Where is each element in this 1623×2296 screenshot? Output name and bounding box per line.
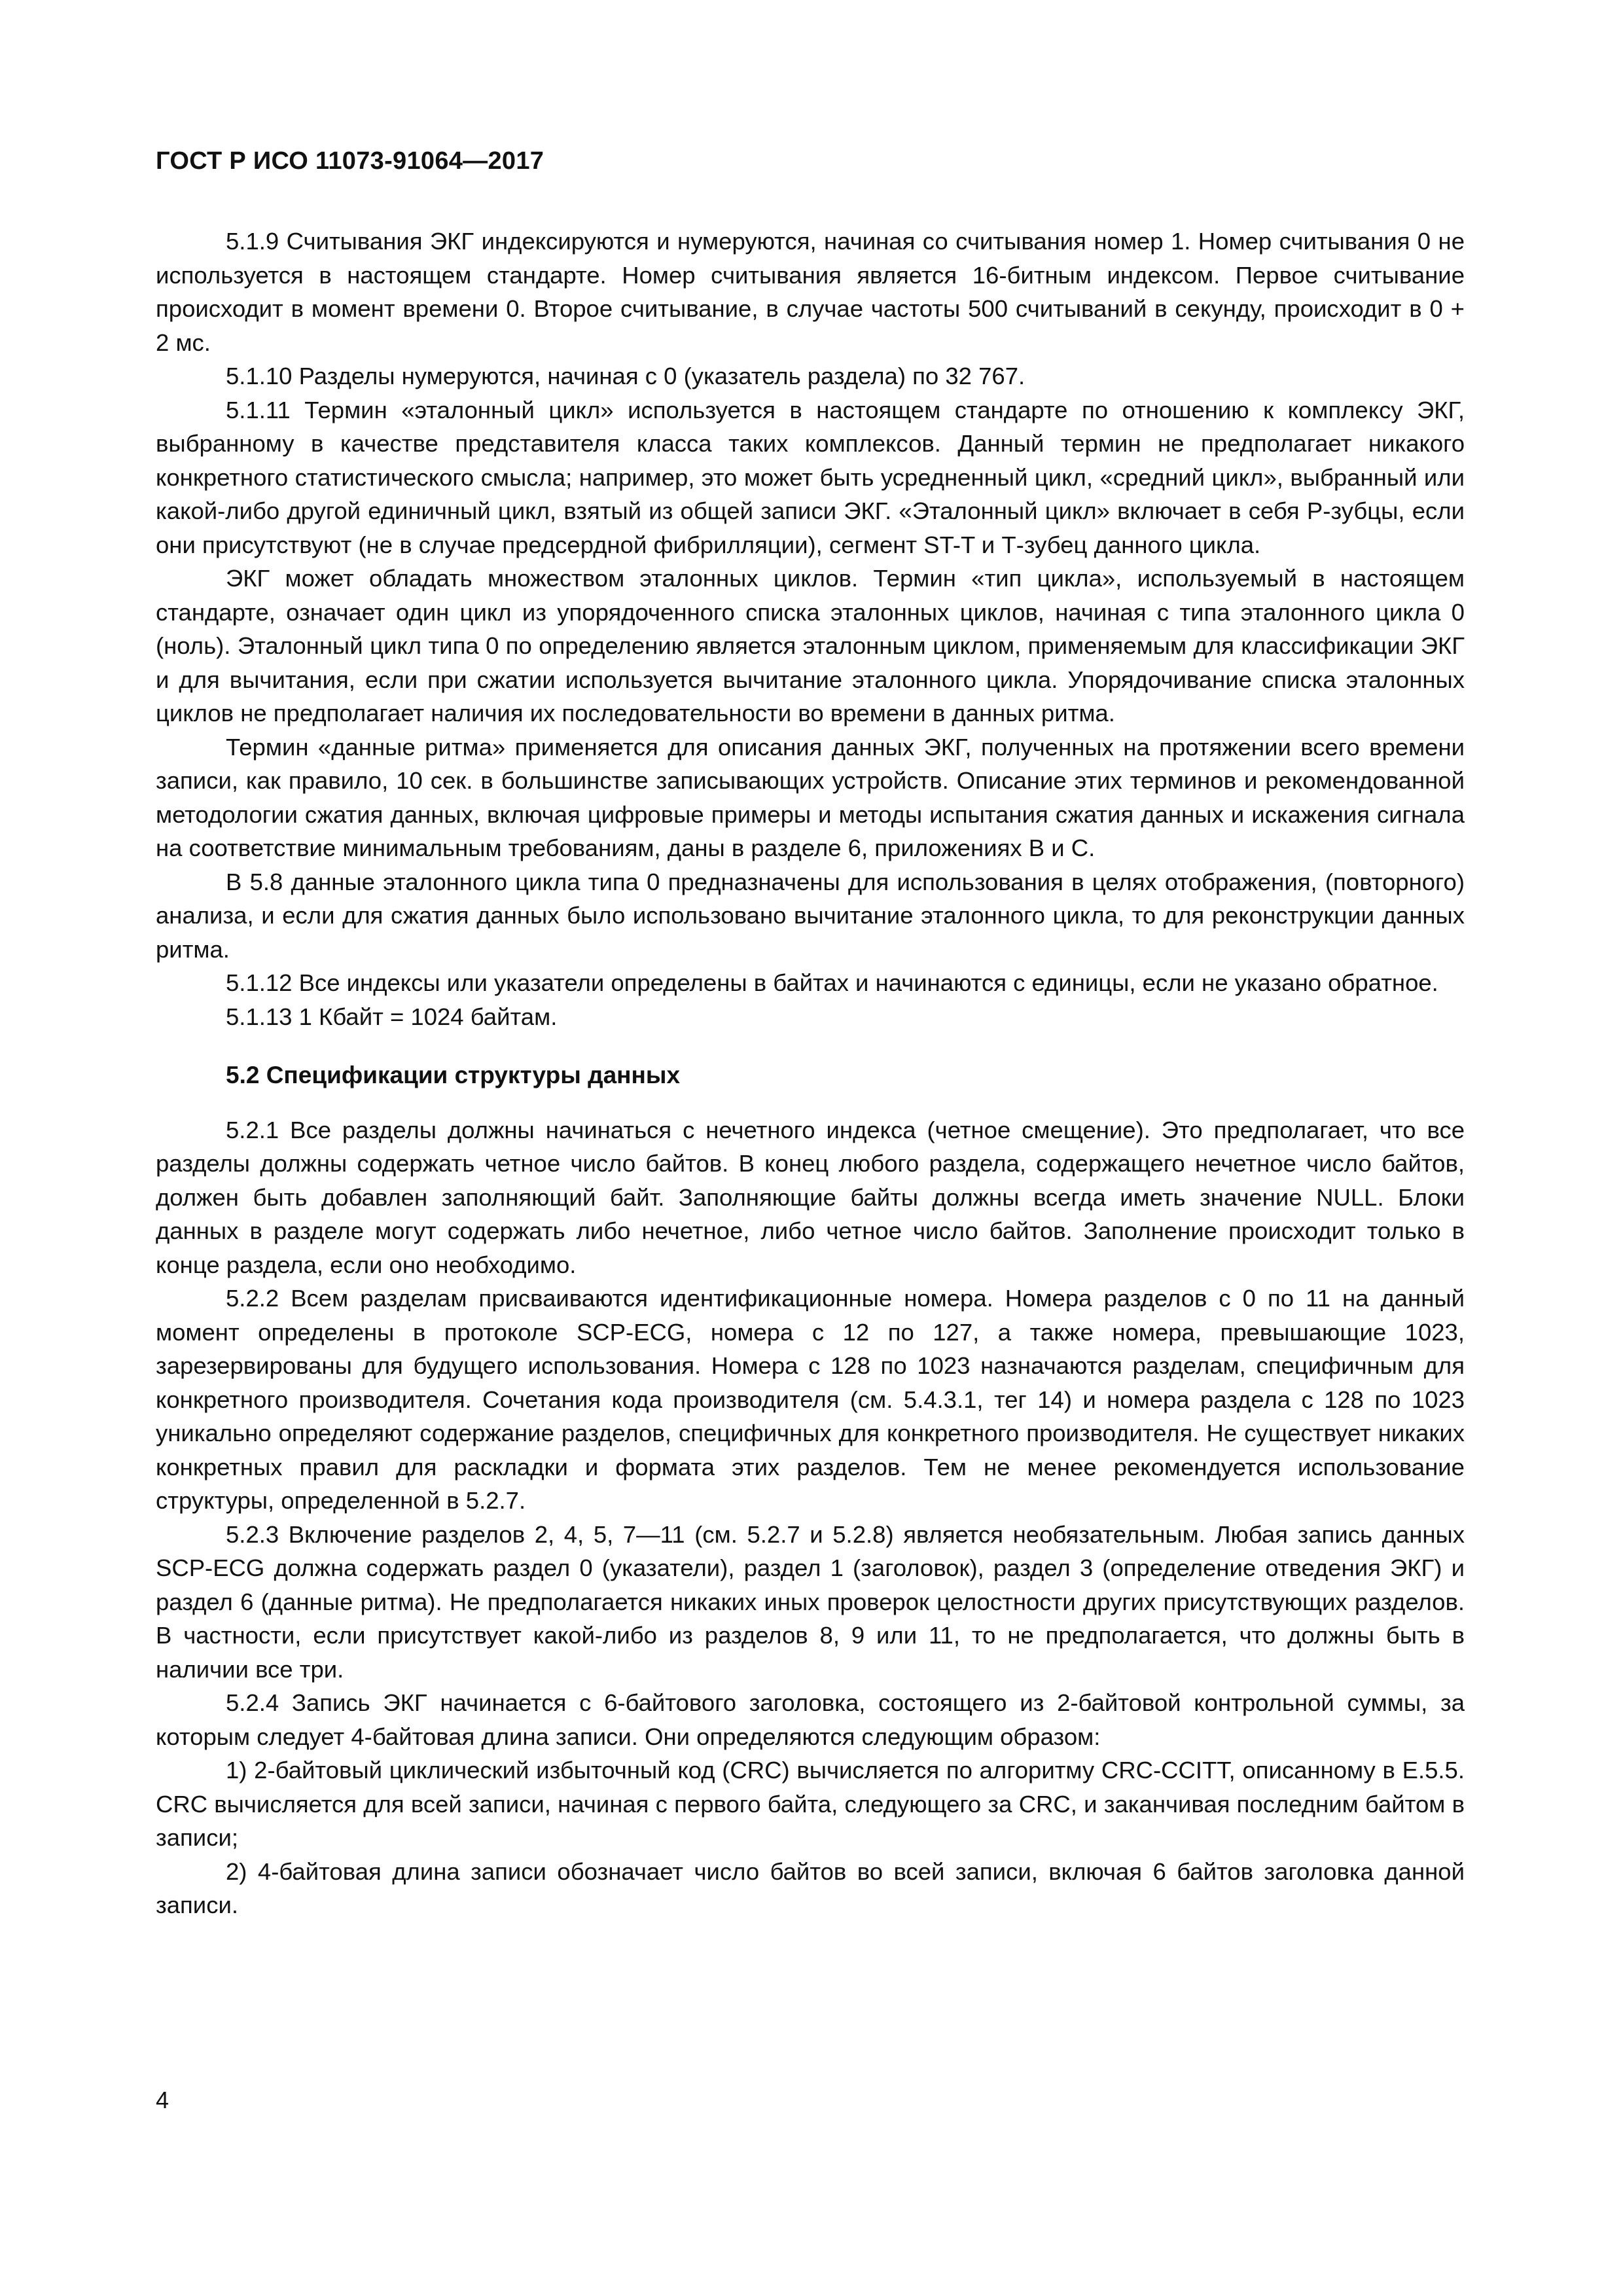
paragraph-5-2-4: 5.2.4 Запись ЭКГ начинается с 6-байтового заголовка, состоящего из 2-байтовой контрольной суммы, за которым следует 4-байтовая длина записи. Они определяются следующим образом: bbox=[156, 1689, 1465, 1750]
paragraph-5-1-10: 5.1.10 Разделы нумеруются, начиная с 0 (указатель раздела) по 32 767. bbox=[226, 363, 1026, 389]
page-body bbox=[156, 224, 1465, 1922]
paragraph-rhythm-data: Термин «данные ритма» применяется для описания данных ЭКГ, полученных на протяжении всего времени записи, как правило, 10 сек. в большинстве записывающих устройств. Описание этих терминов и рекомендованной методологии сжатия данных, включая цифровые примеры и методы испытания сжатия данных и искажения сигнала на соответствие минимальным требованиям, даны в разделе 6, приложениях В и С. bbox=[156, 733, 1465, 861]
paragraph-5-8-reference: В 5.8 данные эталонного цикла типа 0 предназначены для использования в целях отображения, (повторного) анализа, и если для сжатия данных было использовано вычитание эталонного цикла, то для реконструкции данных ритма. bbox=[156, 868, 1465, 963]
paragraph-5-2-1: 5.2.1 Все разделы должны начинаться с нечетного индекса (четное смещение). Это предполагает, что все разделы должны содержать четное число байтов. В конец любого раздела, содержащего нечетное число байтов, должен быть добавлен заполняющий байт. Заполняющие байты должны всегда иметь значение NULL. Блоки данных в разделе могут содержать либо нечетное, либо четное число байтов. Заполнение происходит только в конце раздела, если оно необходимо. bbox=[156, 1116, 1465, 1278]
paragraph-5-1-12: 5.1.12 Все индексы или указатели определены в байтах и начинаются с единицы, если не указано обратное. bbox=[226, 969, 1438, 996]
paragraph-5-1-11: 5.1.11 Термин «эталонный цикл» используется в настоящем стандарте по отношению к комплексу ЭКГ, выбранному в качестве представителя класса таких комплексов. Данный термин не предполагает никакого конкретного статистического смысла; например, это может быть усредненный цикл, «средний цикл», выбранный или какой-либо другой единичный цикл, взятый из общей записи ЭКГ. «Эталонный цикл» включает в себя Р-зубцы, если они присутствуют (не в случае предсердной фибрилляции), сегмент ST-T и Т-зубец данного цикла. bbox=[156, 396, 1465, 558]
section-heading: 5.2 Спецификации структуры данных bbox=[226, 1062, 681, 1088]
paragraph-5-1-9: 5.1.9 Считывания ЭКГ индексируются и нумеруются, начиная со считывания номер 1. Номер считывания 0 не используется в настоящем стандарте. Номер считывания является 16-битным индексом. Первое считывание происходит в момент времени 0. Второе считывание, в случае частоты 500 считываний в секунду, происходит в 0 + 2 мс. bbox=[156, 228, 1465, 356]
paragraph-5-1-13: 5.1.13 1 Кбайт = 1024 байтам. bbox=[226, 1003, 558, 1030]
list-item-record-length: 2) 4-байтовая длина записи обозначает число байтов во всей записи, включая 6 байтов заголовка данной записи. bbox=[156, 1857, 1465, 1918]
paragraph-5-2-2: 5.2.2 Всем разделам присваиваются идентификационные номера. Номера разделов с 0 по 11 на данный момент определены в протоколе SCP-ECG, номера с 12 по 127, а также номера, превышающие 1023, зарезервированы для будущего использования. Номера с 128 по 1023 назначаются разделам, специфичным для конкретного производителя. Сочетания кода производителя (см. 5.4.3.1, тег 14) и номера раздела с 128 по 1023 уникально определяют содержание разделов, специфичных для конкретного производителя. Не существует никаких конкретных правил для раскладки и формата этих разделов. Тем не менее рекомендуется использование структуры, определенной в 5.2.7. bbox=[156, 1285, 1465, 1514]
paragraph-cycle-types: ЭКГ может обладать множеством эталонных циклов. Термин «тип цикла», используемый в настоящем стандарте, означает один цикл из упорядоченного списка эталонных циклов, начиная с типа эталонного цикла 0 (ноль). Эталонный цикл типа 0 по определению является эталонным циклом, применяемым для классификации ЭКГ и для вычитания, если при сжатии используется вычитание эталонного цикла. Упорядочивание списка эталонных циклов не предполагает наличия их последовательности во времени в данных ритма. bbox=[156, 565, 1465, 726]
list-item-crc: 1) 2-байтовый циклический избыточный код (CRC) вычисляется по алгоритму CRC-CCITT, описанному в Е.5.5. CRC вычисляется для всей записи, начиная с первого байта, следующего за CRC, и заканчивая последним байтом в записи; bbox=[156, 1757, 1465, 1851]
document-header: ГОСТ Р ИСО 11073-91064—2017 bbox=[156, 147, 544, 175]
paragraph-5-2-3: 5.2.3 Включение разделов 2, 4, 5, 7—11 (см. 5.2.7 и 5.2.8) является необязательным. Любая запись данных SCP-ECG должна содержать раздел 0 (указатели), раздел 1 (заголовок), раздел 3 (определение отведения ЭКГ) и раздел 6 (данные ритма). Не предполагается никаких иных проверок целостности других присутствующих разделов. В частности, если присутствует какой-либо из разделов 8, 9 или 11, то не предполагается, что должны быть в наличии все три. bbox=[156, 1520, 1465, 1683]
page-number: 4 bbox=[156, 2087, 169, 2113]
